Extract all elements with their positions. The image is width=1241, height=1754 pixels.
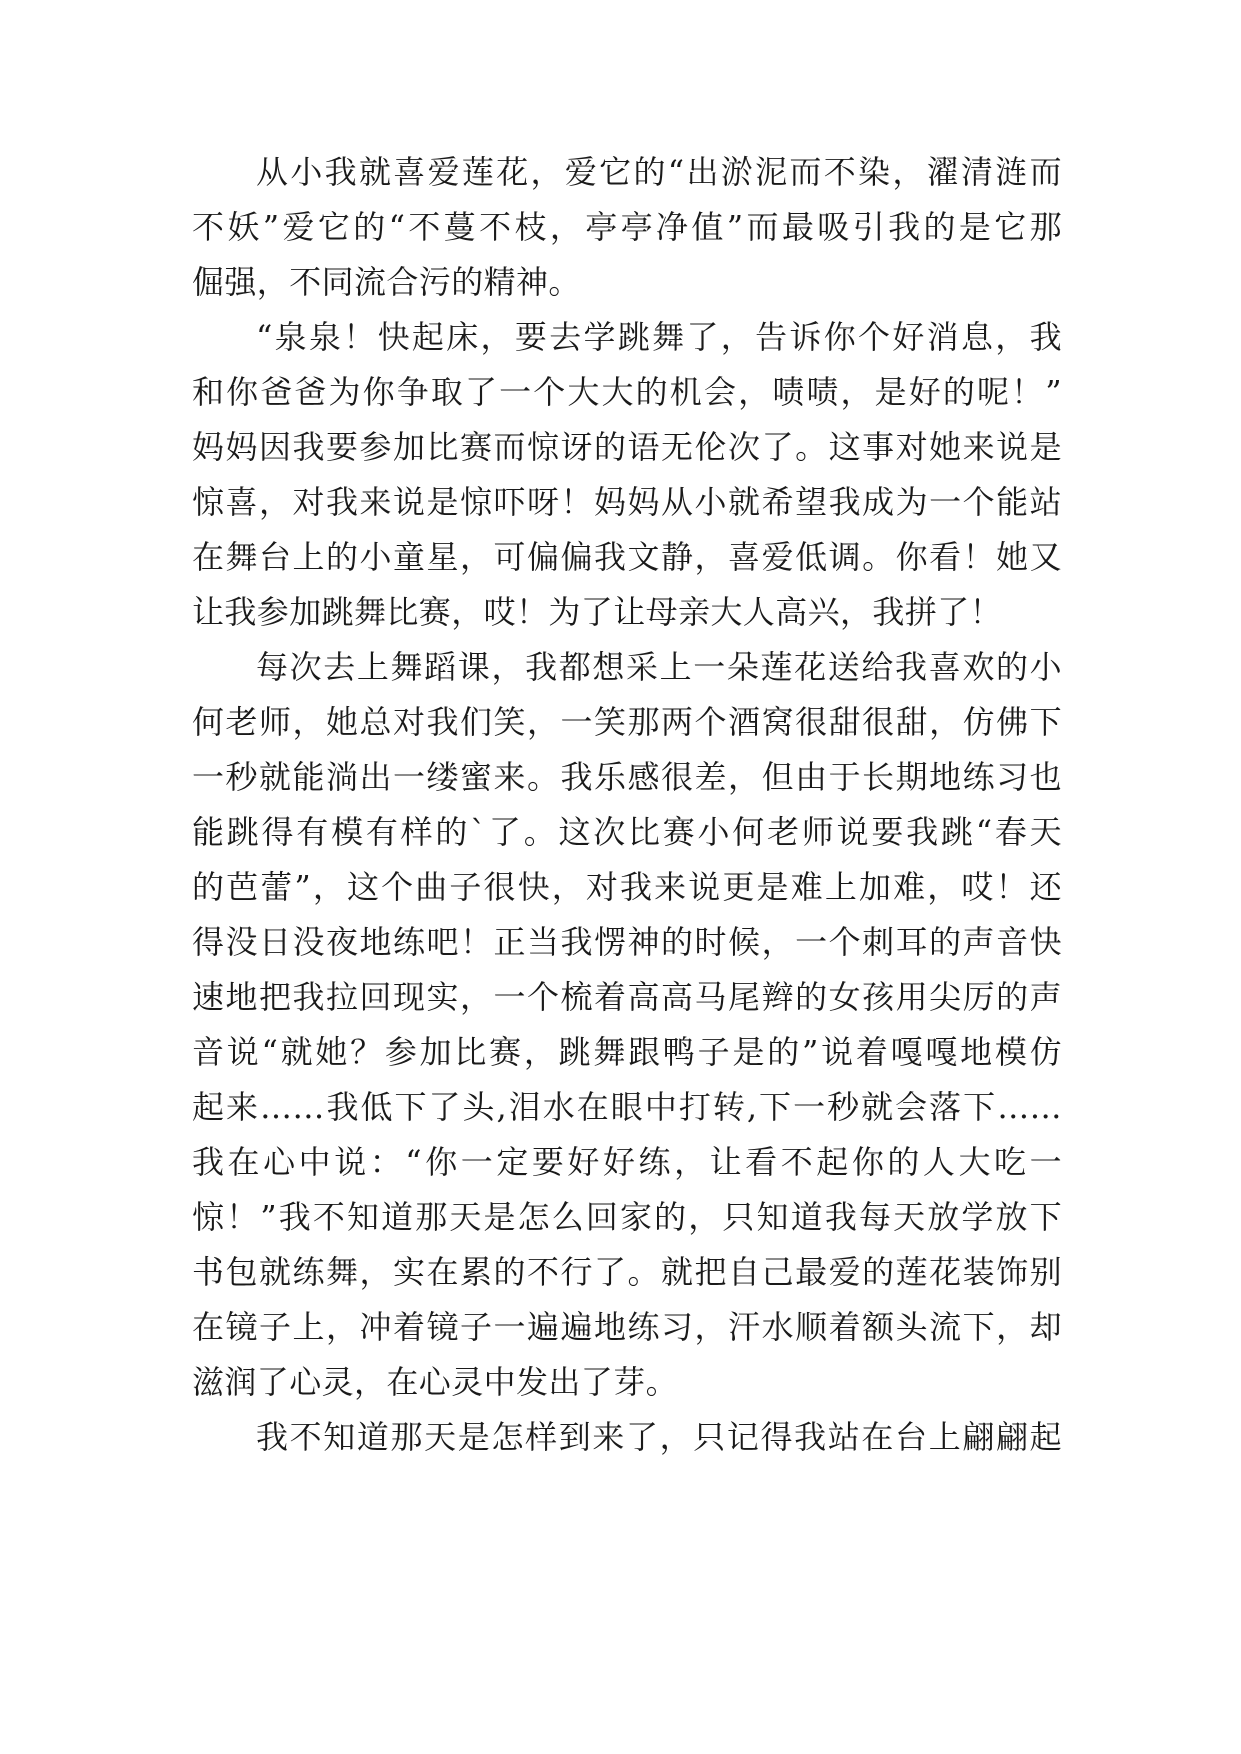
text-line: 何老师，她总对我们笑，一笑那两个酒窝很甜很甜，仿佛下 [192,703,1062,741]
text-line: 得没日没夜地练吧！正当我愣神的时候，一个刺耳的声音快 [192,923,1062,961]
text-line: 惊喜，对我来说是惊吓呀！妈妈从小就希望我成为一个能站 [192,483,1062,521]
text-line: 起来……我低下了头,泪水在眼中打转,下一秒就会落下…… [192,1088,1062,1126]
text-line: 每次去上舞蹈课，我都想采上一朵莲花送给我喜欢的小 [256,648,1062,686]
text-line: 不妖”爱它的“不蔓不枝，亭亭净值”而最吸引我的是它那 [192,208,1062,246]
text-line: 书包就练舞，实在累的不行了。就把自己最爱的莲花装饰别 [192,1253,1062,1291]
text-line: 从小我就喜爱莲花，爱它的“出淤泥而不染，濯清涟而 [256,153,1062,191]
text-line: 速地把我拉回现实，一个梳着高高马尾辫的女孩用尖厉的声 [192,978,1062,1016]
text-line: 我在心中说：“你一定要好好练，让看不起你的人大吃一 [192,1143,1062,1181]
paragraph-1 [192,152,1062,302]
text-line: 惊！”我不知道那天是怎么回家的，只知道我每天放学放下 [192,1198,1062,1236]
paragraph-3 [192,647,1062,1402]
text-line: 妈妈因我要参加比赛而惊讶的语无伦次了。这事对她来说是 [192,428,1062,466]
text-line: 的芭蕾”，这个曲子很快，对我来说更是难上加难，哎！还 [192,868,1062,906]
text-line: 在舞台上的小童星，可偏偏我文静，喜爱低调。你看！她又 [192,538,1062,576]
text-line: 能跳得有模有样的`了。这次比赛小何老师说要我跳“春天 [192,813,1062,851]
paragraph-2 [192,317,1062,632]
paragraph-4 [192,1417,1062,1457]
text-line: 让我参加跳舞比赛，哎！为了让母亲大人高兴，我拼了！ [192,593,1003,631]
text-line: 音说“就她？参加比赛，跳舞跟鸭子是的”说着嘎嘎地模仿 [192,1033,1062,1071]
text-line: 倔强，不同流合污的精神。 [192,263,581,301]
text-line: 一秒就能淌出一缕蜜来。我乐感很差，但由于长期地练习也 [192,758,1062,796]
text-line: 滋润了心灵，在心灵中发出了芽。 [192,1363,679,1401]
text-line: 和你爸爸为你争取了一个大大的机会，啧啧，是好的呢！” [192,373,1062,411]
text-line: “泉泉！快起床，要去学跳舞了，告诉你个好消息，我 [256,318,1062,356]
document-body [192,152,1062,1472]
text-line: 我不知道那天是怎样到来了，只记得我站在台上翩翩起 [256,1418,1062,1456]
text-line: 在镜子上，冲着镜子一遍遍地练习，汗水顺着额头流下，却 [192,1308,1062,1346]
